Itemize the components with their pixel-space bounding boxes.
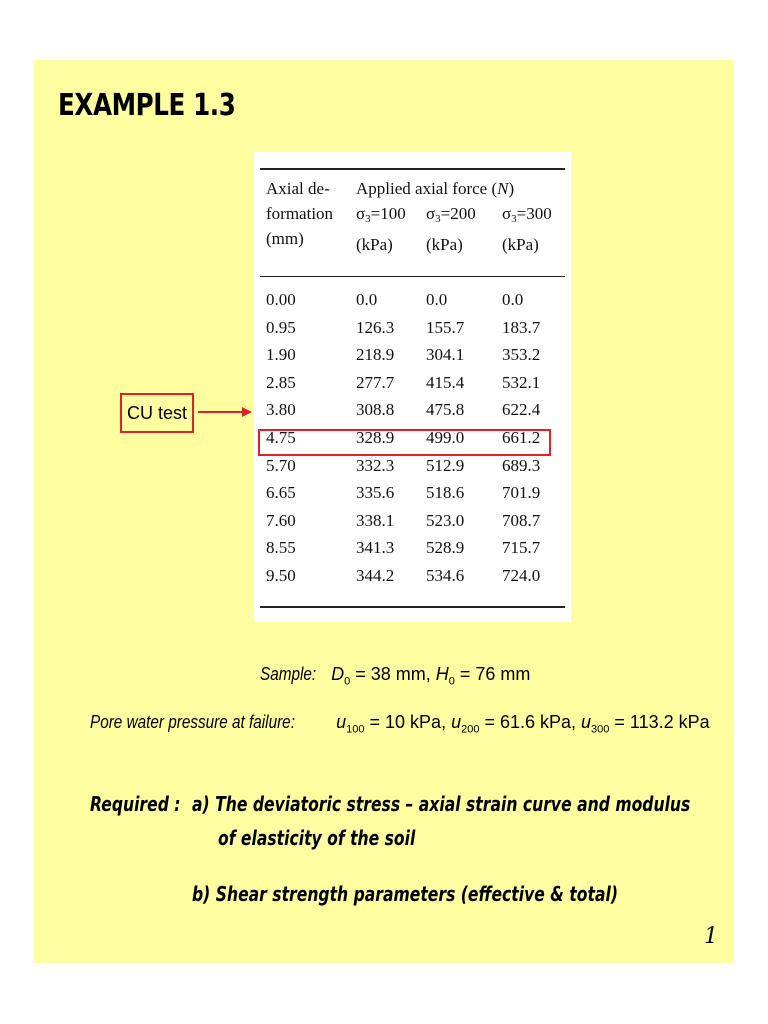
slide-title: EXAMPLE 1.3 [58, 88, 236, 123]
table-row [254, 341, 571, 369]
table-cell: 661.2 [502, 427, 541, 447]
table-row [254, 286, 571, 314]
table-cell: 304.1 [426, 345, 465, 365]
table-cell: 499.0 [426, 427, 465, 447]
table-cell: 715.7 [502, 538, 541, 558]
table-cell: 534.6 [426, 565, 465, 585]
slide [34, 60, 734, 963]
pore-water-pressure: Pore water pressure at failure: $u_{100} = 10$ kPa, $u_{200} = 61.6$ kPa, $u_{300} = 113.2$ kPa [90, 712, 710, 736]
table-cell: 308.8 [356, 400, 395, 420]
table-row [254, 562, 571, 590]
table-cell: 708.7 [502, 510, 541, 530]
header-sigma-200: σ3=200 (kPa) [426, 204, 476, 254]
header-applied-axial-force: Applied axial force (N) [356, 179, 515, 198]
table-cell: 341.3 [356, 538, 395, 558]
table-cell: 218.9 [356, 345, 395, 365]
table-cell: 328.9 [356, 427, 395, 447]
header-sigma-100: σ3=100 (kPa) [356, 204, 406, 254]
table-cell: 9.50 [266, 565, 296, 585]
table-cell: 532.1 [502, 372, 541, 392]
table-row [254, 507, 571, 535]
required-item-b: b) Shear strength parameters (effective & total) [192, 882, 618, 906]
header-sigma-300: σ3=300 (kPa) [502, 204, 552, 254]
table-cell: 0.0 [426, 290, 448, 309]
table-cell: 528.9 [426, 538, 465, 558]
header-axial-deformation: Axial de- formation (mm) [266, 179, 334, 248]
table-row [254, 396, 571, 424]
table-cell: 0.0 [502, 290, 524, 309]
table-cell: 1.90 [266, 345, 296, 365]
sample-dimensions: Sample: $D_0 = 38$ mm, $H_0 = 76$ mm [260, 664, 531, 688]
required-label: Required : [90, 792, 181, 816]
table-cell: 512.9 [426, 455, 465, 475]
required-item-a-continued: of elasticity of the soil [218, 826, 416, 850]
table-cell: 2.85 [266, 372, 296, 392]
table-cell: 724.0 [502, 565, 541, 585]
table-cell: 475.8 [426, 400, 465, 420]
cu-test-callout: CU test [120, 393, 194, 433]
table-cell: 4.75 [266, 427, 296, 447]
callout-arrow-icon [196, 402, 256, 422]
table-row [254, 369, 571, 397]
table-cell: 415.4 [426, 372, 465, 392]
table-cell: 344.2 [356, 565, 395, 585]
table-row [254, 479, 571, 507]
table-cell: 6.65 [266, 483, 296, 503]
table-cell: 0.95 [266, 317, 296, 337]
table-cell: 126.3 [356, 317, 395, 337]
table-cell: 0.0 [356, 290, 378, 309]
table-cell: 622.4 [502, 400, 541, 420]
table-cell: 523.0 [426, 510, 465, 530]
table-cell: 7.60 [266, 510, 296, 530]
highlighted-row-box [258, 429, 551, 456]
table-top-rule [260, 168, 565, 170]
table-cell: 0.00 [266, 290, 296, 309]
table-cell: 338.1 [356, 510, 395, 530]
required-item-a: a) The deviatoric stress – axial strain curve and modulus [192, 792, 691, 816]
table-cell: 8.55 [266, 538, 296, 558]
table-header-rule [260, 276, 565, 277]
table-cell: 689.3 [502, 455, 541, 475]
table-cell: 155.7 [426, 317, 465, 337]
table-row [254, 534, 571, 562]
table-cell: 518.6 [426, 483, 465, 503]
table-cell: 701.9 [502, 483, 541, 503]
data-table [254, 152, 571, 622]
table-cell: 332.3 [356, 455, 395, 475]
table-cell: 353.2 [502, 345, 541, 365]
table-bottom-rule [260, 606, 565, 608]
table-cell: 5.70 [266, 455, 296, 475]
table-cell: 3.80 [266, 400, 296, 420]
table-cell: 335.6 [356, 483, 395, 503]
page-number: 1 [704, 924, 718, 949]
table-row [254, 314, 571, 342]
table-cell: 183.7 [502, 317, 541, 337]
table-cell: 277.7 [356, 372, 395, 392]
